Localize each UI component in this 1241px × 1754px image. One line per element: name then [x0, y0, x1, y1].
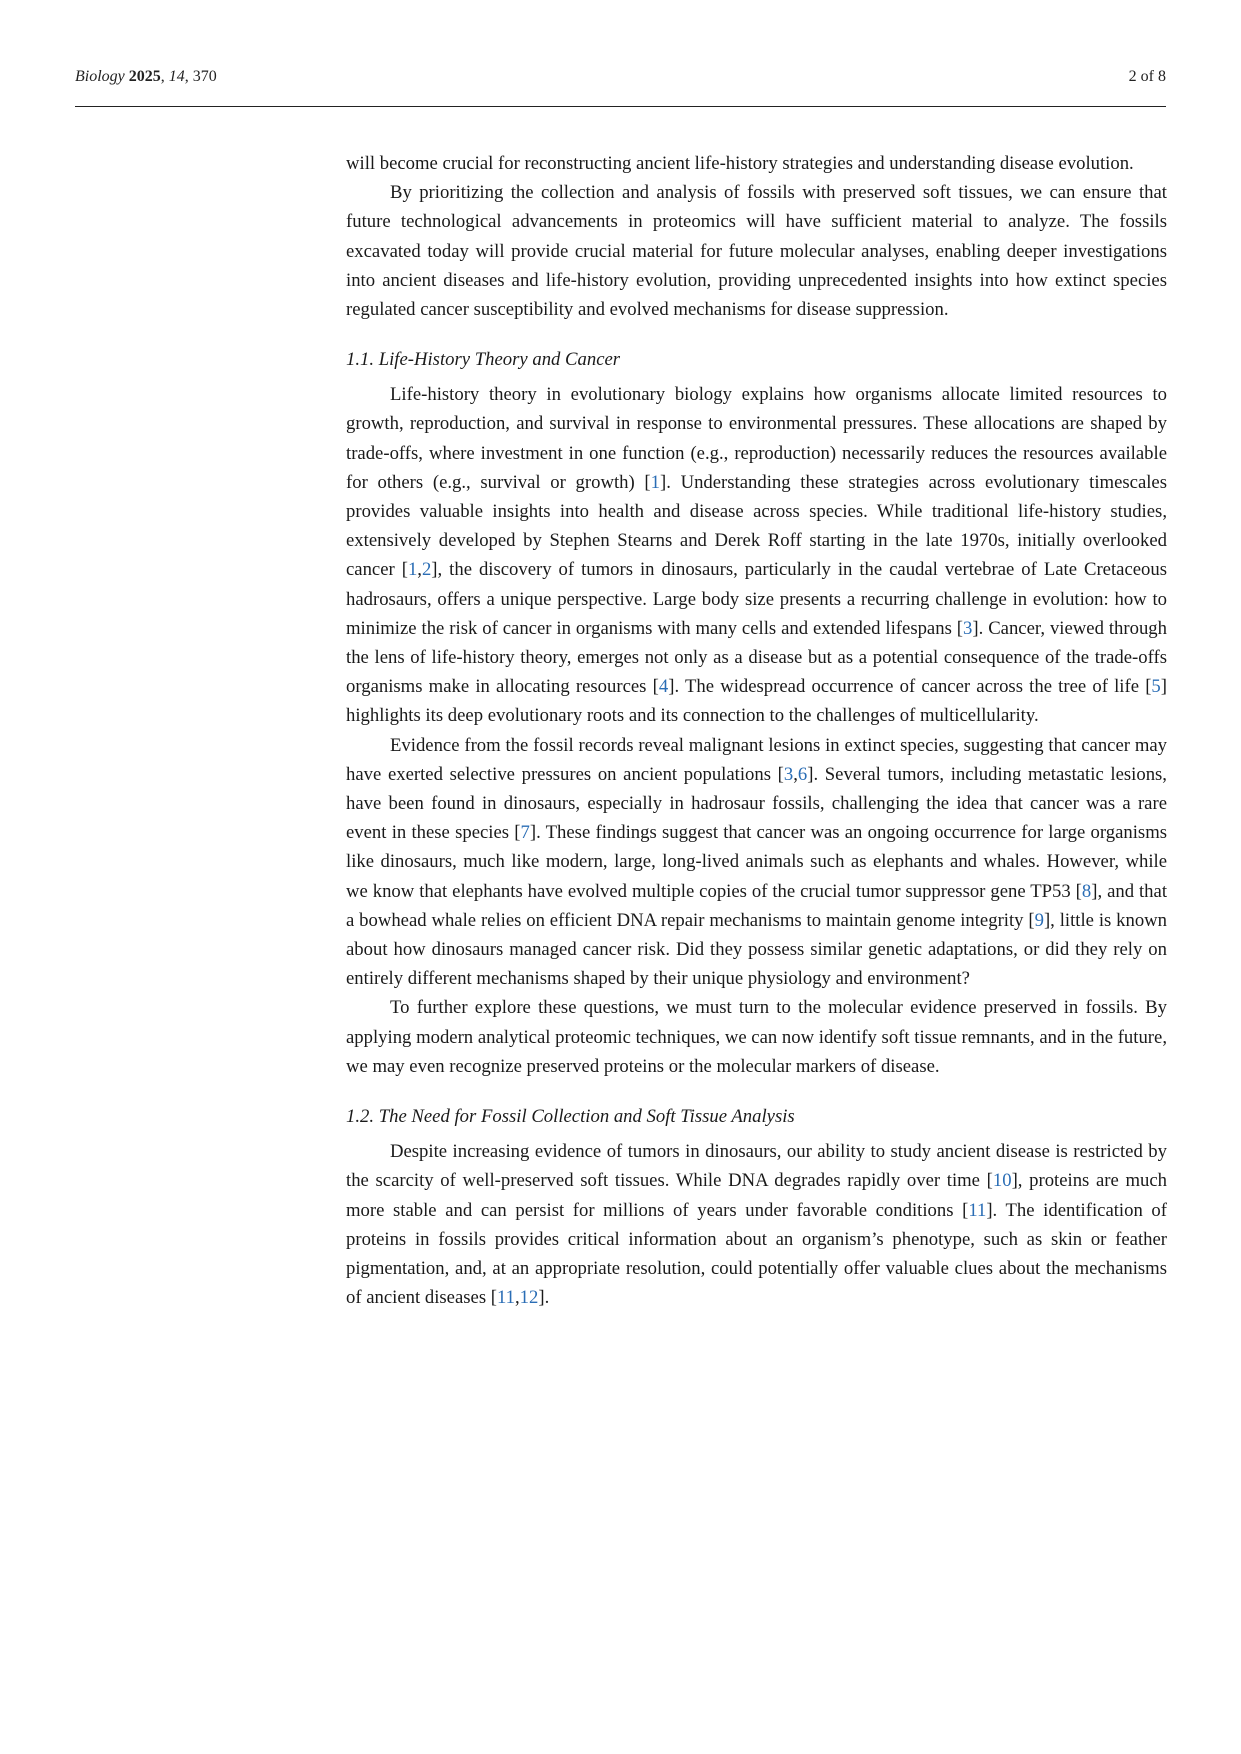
- citation-link[interactable]: 11: [968, 1199, 987, 1221]
- paragraph-continued: will become crucial for reconstructing ancient life-history strategies and understanding disease evolution.: [346, 153, 1134, 174]
- citation-link[interactable]: 11: [497, 1287, 515, 1309]
- citation-link[interactable]: 1: [650, 471, 660, 493]
- paragraph: To further explore these questions, we must turn to the molecular evidence preserved in fossils. By applying modern analytical proteomic techniques, we can now identify soft tissue remnants, and in the future, we may even recognize preserved proteins or the molecular markers of disease.: [346, 997, 1167, 1077]
- article-number: 370: [192, 68, 217, 85]
- citation-link[interactable]: 12: [519, 1287, 539, 1309]
- journal-name: Biology: [75, 68, 125, 85]
- paragraph: Evidence from the fossil records reveal malignant lesions in extinct species, suggesting that cancer may have exerted selective pressures on ancient populations [3,6]. Several tumors, including metastatic lesions, have been found in dinosaurs, especially in hadrosaur fossils, challenging the idea that cancer was a rare event in these species [7]. These findings suggest that cancer was an ongoing occurrence for large organisms like dinosaurs, much like modern, large, long-lived animals such as elephants and whales. However, while we know that elephants have evolved multiple copies of the crucial tumor suppressor gene TP53 [8], and that a bowhead whale relies on efficient DNA repair mechanisms to maintain genome integrity [9], little is known about how dinosaurs managed cancer risk. Did they possess similar genetic adaptations, or did they rely on entirely different mechanisms shaped by their unique physiology and environment?: [346, 734, 1168, 990]
- journal-year: 2025: [128, 68, 161, 85]
- citation-link[interactable]: 2: [421, 559, 432, 581]
- page-number: 2 of 8: [1128, 68, 1166, 85]
- citation-link[interactable]: 3: [963, 617, 973, 639]
- article-body: [346, 149, 1167, 1312]
- section-heading: 1.2. The Need for Fossil Collection and Soft Tissue Analysis: [346, 1106, 795, 1128]
- citation-link[interactable]: 9: [1034, 909, 1044, 931]
- citation-link[interactable]: 4: [658, 676, 669, 698]
- paragraph: By prioritizing the collection and analysis of fossils with preserved soft tissues, we can ensure that future technological advancements in proteomics will have sufficient material to analyze. The fossils excavated today will provide crucial material for future molecular analyses, enabling deeper investigations into ancient diseases and life-history evolution, providing unprecedented insights into how extinct species regulated cancer susceptibility and evolved mechanisms for disease suppression.: [346, 182, 1167, 321]
- citation-link[interactable]: 10: [992, 1170, 1012, 1192]
- citation-link[interactable]: 5: [1151, 676, 1161, 698]
- header-rule: [75, 106, 1166, 107]
- paragraph: Despite increasing evidence of tumors in dinosaurs, our ability to study ancient disease is restricted by the scarcity of well-preserved soft tissues. While DNA degrades rapidly over time [10], proteins are much more stable and can persist for millions of years under favorable conditions [11]. The identification of proteins in fossils provides critical information about an organism’s phenotype, such as skin or feather pigmentation, and, at an appropriate resolution, could potentially offer valuable clues about the mechanisms of ancient diseases [11,12].: [346, 1141, 1167, 1309]
- journal-citation: Biology 2025, 14, 370: [75, 68, 217, 85]
- paragraph: Life-history theory in evolutionary biology explains how organisms allocate limited resources to growth, reproduction, and survival in response to environmental pressures. These allocations are shaped by trade-offs, where investment in one function (e.g., reproduction) necessarily reduces the resources available for others (e.g., survival or growth) [1]. Understanding these strategies across evolutionary timescales provides valuable insights into health and disease across species. While traditional life-history studies, extensively developed by Stephen Stearns and Derek Roff starting in the late 1970s, initially overlooked cancer [1,2], the discovery of tumors in dinosaurs, particularly in the caudal vertebrae of Late Cretaceous hadrosaurs, offers a unique perspective. Large body size presents a recurring challenge in evolution: how to minimize the risk of cancer in organisms with many cells and extended lifespans [3]. Cancer, viewed through the lens of life-history theory, emerges not only as a disease but as a potential consequence of the trade-offs organisms make in allocating resources [4]. The widespread occurrence of cancer across the tree of life [5] highlights its deep evolutionary roots and its connection to the challenges of multicellularity.: [346, 384, 1168, 727]
- section-heading: 1.1. Life-History Theory and Cancer: [346, 349, 621, 371]
- journal-volume: 14: [168, 68, 185, 85]
- citation-link[interactable]: 3: [783, 763, 794, 785]
- running-header: [75, 68, 1166, 86]
- citation-link[interactable]: 6: [797, 763, 808, 785]
- citation-link[interactable]: 1: [407, 559, 418, 581]
- citation-link[interactable]: 8: [1081, 880, 1092, 902]
- citation-link[interactable]: 7: [520, 822, 530, 844]
